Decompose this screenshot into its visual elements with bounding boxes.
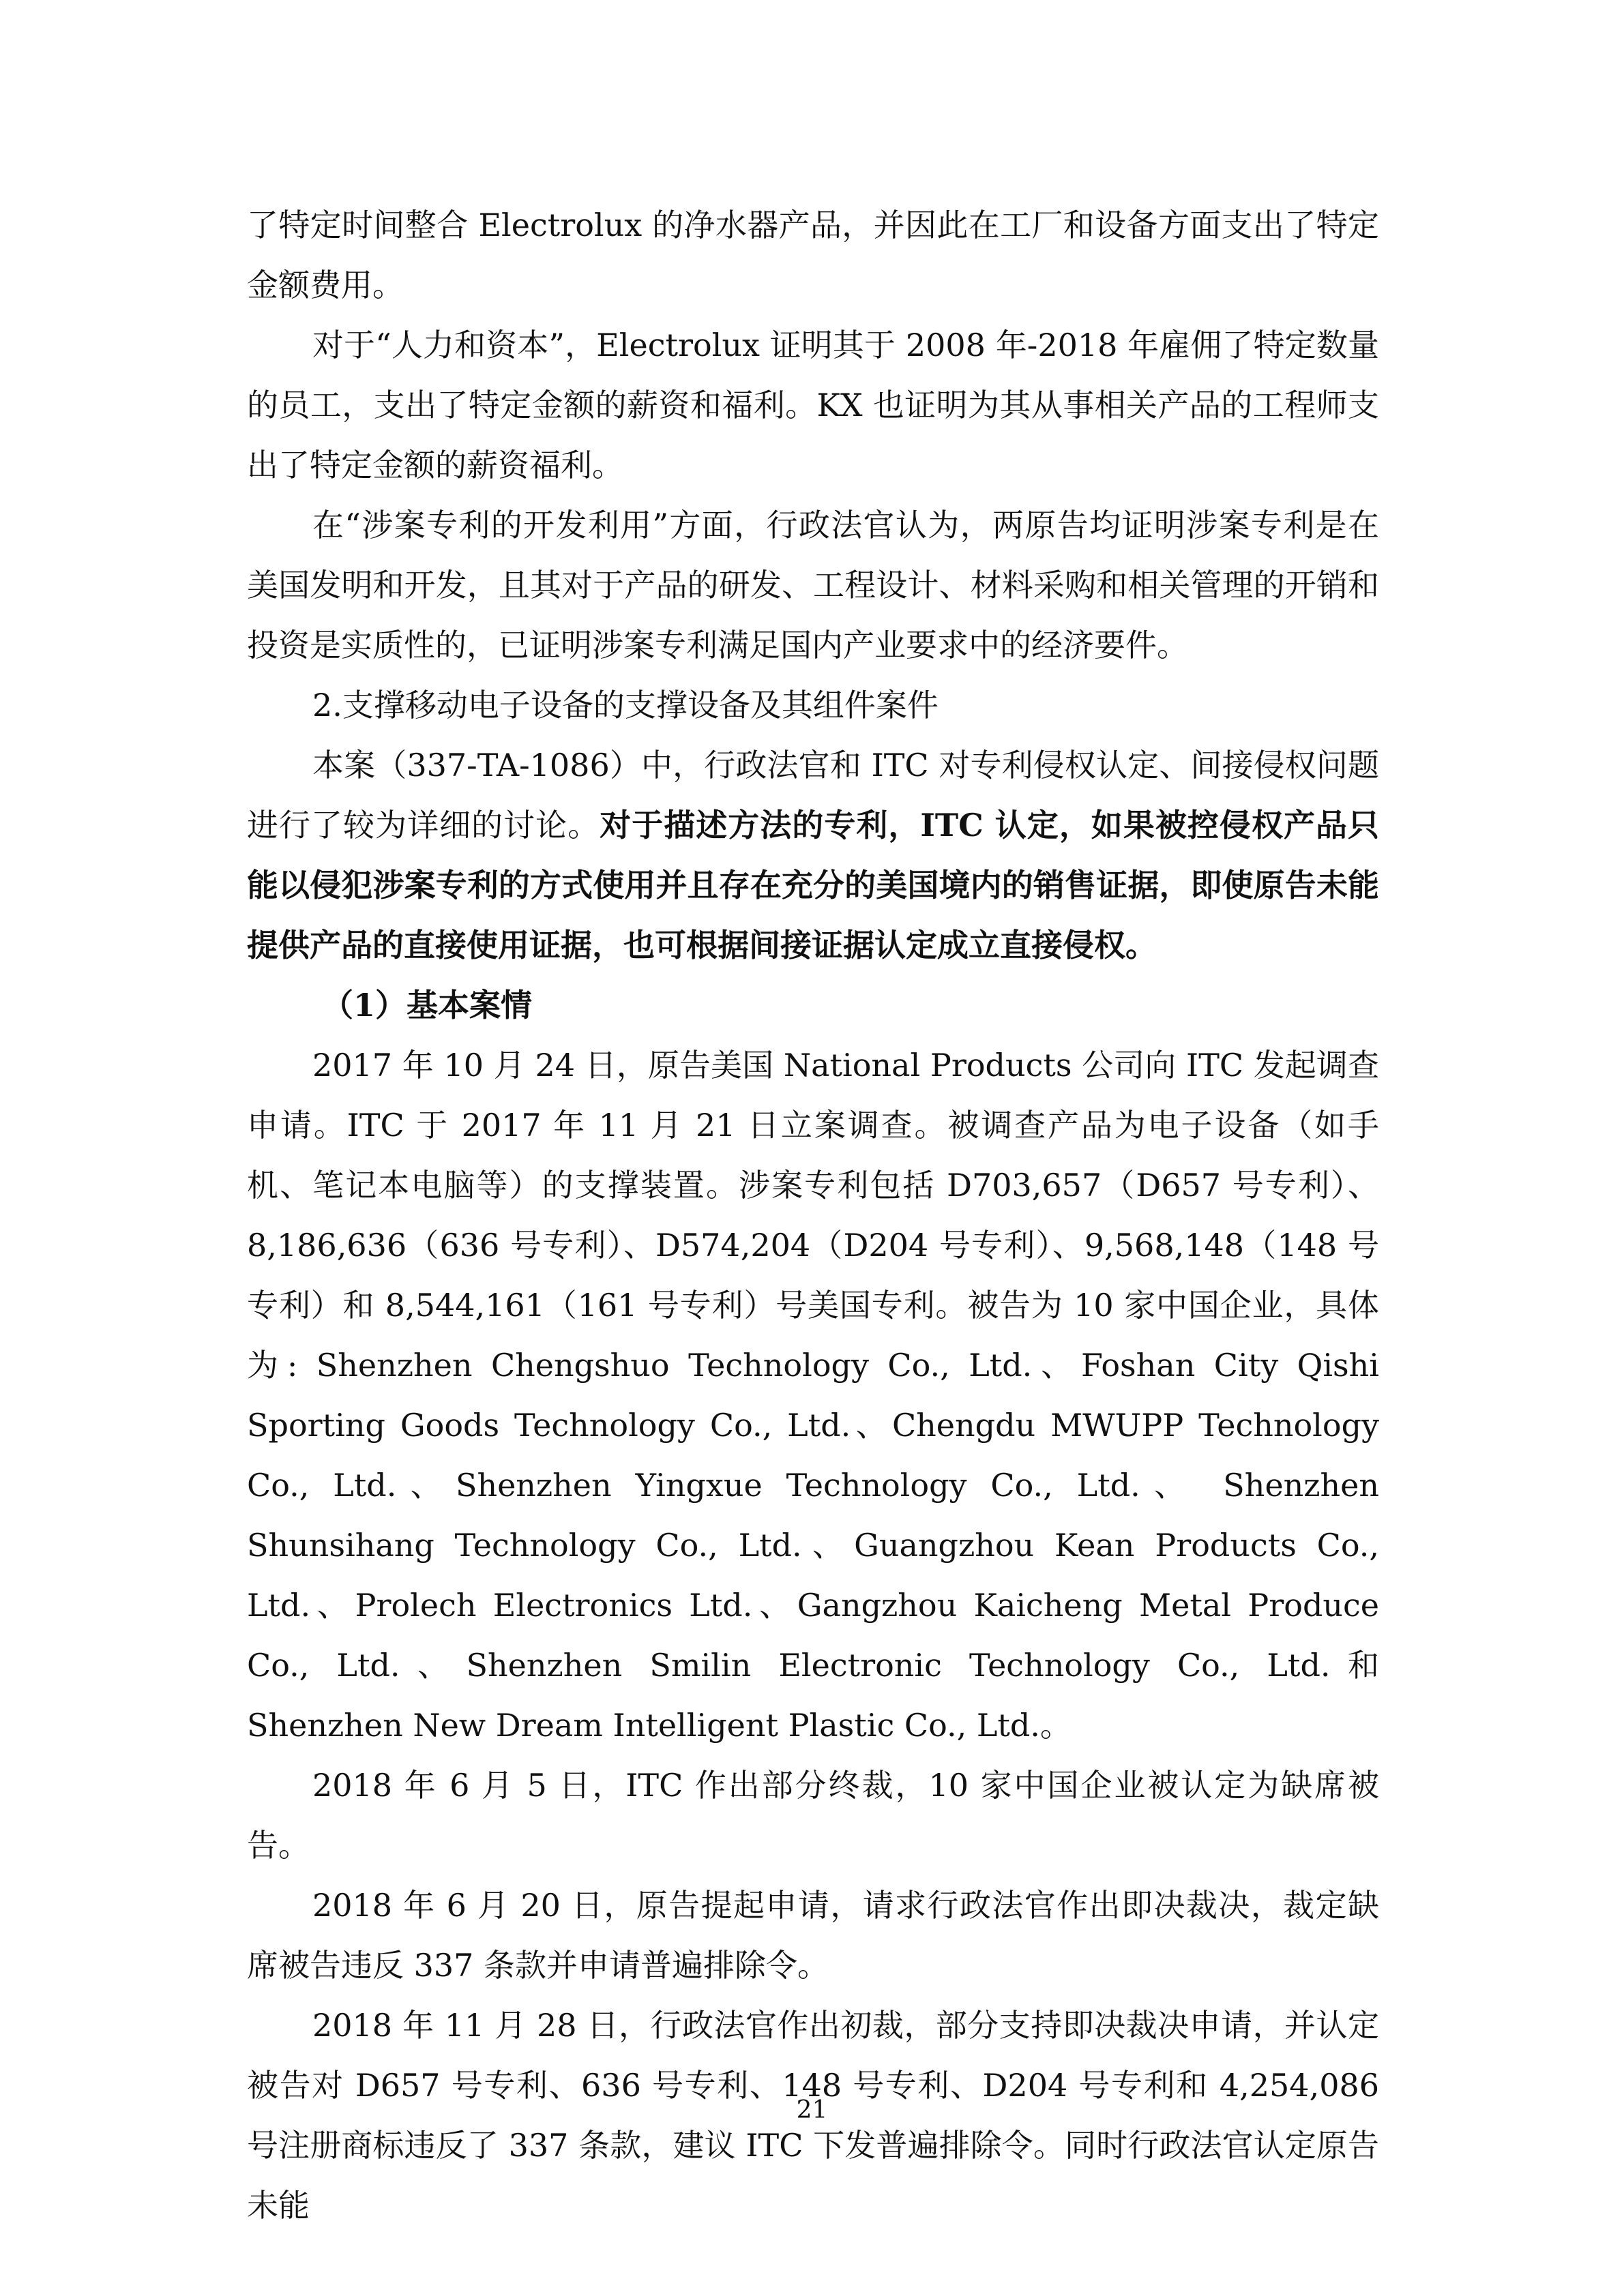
paragraph-partial-final: 2018 年 6 月 5 日，ITC 作出部分终裁，10 家中国企业被认定为缺席被告。 [247,1767,1379,1864]
section-title-case-2: 2.支撑移动电子设备的支撑设备及其组件案件 [312,687,939,724]
paragraph-human-capital: 对于“人力和资本”，Electrolux 证明其于 2008 年-2018 年雇佣了特定数量的员工，支出了特定金额的薪资和福利。KX 也证明为其从事相关产品的工程师支出了特定金额的薪资福利。 [247,327,1379,483]
case-intro-text: 本案（337-TA-1086）中，行政法官和 ITC 对专利侵权认定、间接侵权问题进行了较为详细的讨论。 [247,747,1379,844]
paragraph-case-intro [247,735,1379,975]
subheading-basic-facts: （1）基本案情 [322,987,533,1024]
case-intro-bold-text: 对于描述方法的专利，ITC 认定，如果被控侵权产品只能以侵犯涉案专利的方式使用并且存在充分的美国境内的销售证据，即使原告未能提供产品的直接使用证据，也可根据间接证据认定成立直接侵权。 [247,807,1380,964]
paragraph-patent-development: 在“涉案专利的开发利用”方面，行政法官认为，两原告均证明涉案专利是在美国发明和开发，且其对于产品的研发、工程设计、材料采购和相关管理的开销和投资是实质性的，已证明涉案专利满足国内产业要求中的经济要件。 [247,507,1379,664]
page-number: 21 [796,2096,828,2124]
paragraph-continuation: 了特定时间整合 Electrolux 的净水器产品，并因此在工厂和设备方面支出了特定金额费用。 [247,207,1379,303]
document-body [247,195,1379,2235]
paragraph-initial-determination: 2018 年 11 月 28 日，行政法官作出初裁，部分支持即决裁决申请，并认定被告对 D657 号专利、636 号专利、148 号专利、D204 号专利和 4,254,086 号注册商标违反了 337 条款，建议 ITC 下发普遍排除令。同时行政法官认定原告未能 [247,2007,1379,2224]
paragraph-application: 2018 年 6 月 20 日，原告提起申请，请求行政法官作出即决裁决，裁定缺席被告违反 337 条款并申请普遍排除令。 [247,1887,1379,1984]
paragraph-case-facts: 2017 年 10 月 24 日，原告美国 National Products 公司向 ITC 发起调查申请。ITC 于 2017 年 11 月 21 日立案调查。被调查产品为电子设备（如手机、笔记本电脑等）的支撑装置。涉案专利包括 D703,657（D657 号专利）、8,186,636（636 号专利）、D574,204（D204 号专利）、9,568,148（148 号专利）和 8,544,161（161 号专利）号美国专利。被告为 10 家中国企业，具体为: Shenzhen Chengshuo Technology Co., Ltd.、Foshan City Qishi Sporting Goods Technology Co., Ltd.、Chengdu MWUPP Technology Co., Ltd.、Shenzhen Yingxue Technology Co., Ltd.、 Shenzhen Shunsihang Technology Co., Ltd.、Guangzhou Kean Products Co., Ltd.、Prolech Electronics Ltd.、Gangzhou Kaicheng Metal Produce Co., Ltd.、Shenzhen Smilin Electronic Technology Co., Ltd.和 Shenzhen New Dream Intelligent Plastic Co., Ltd.。 [247,1047,1379,1744]
